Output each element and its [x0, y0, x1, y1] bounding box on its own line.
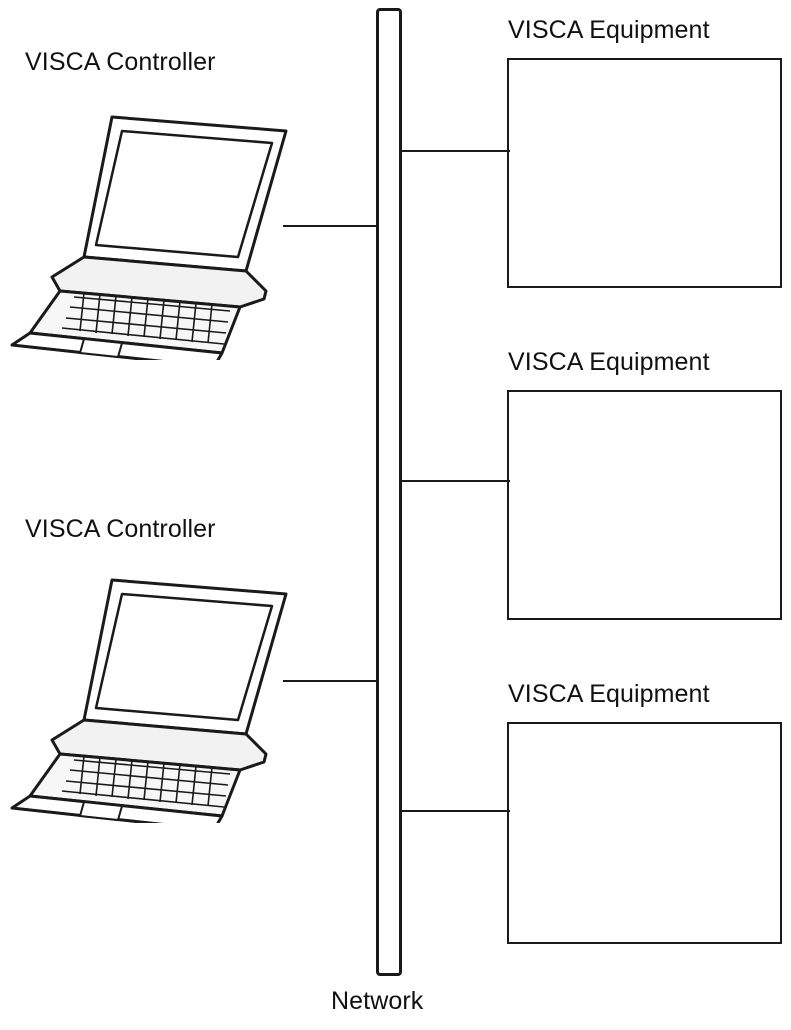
equipment-1-label: VISCA Equipment	[508, 16, 710, 44]
equipment-3-label: VISCA Equipment	[508, 680, 710, 708]
equipment-3-box	[507, 722, 782, 944]
equipment-2-box	[507, 390, 782, 620]
connection-line-controller-2	[283, 680, 378, 682]
equipment-2-label: VISCA Equipment	[508, 348, 710, 376]
controller-2-label: VISCA Controller	[25, 515, 216, 543]
connection-line-equipment-3	[400, 810, 510, 812]
connection-line-equipment-2	[400, 480, 510, 482]
controller-2-laptop	[0, 548, 290, 823]
controller-1-label: VISCA Controller	[25, 48, 216, 76]
connection-line-equipment-1	[400, 150, 510, 152]
connection-line-controller-1	[283, 225, 378, 227]
network-bus	[376, 8, 402, 976]
controller-1-laptop	[0, 85, 290, 360]
equipment-1-box	[507, 58, 782, 288]
network-bus-label: Network	[331, 987, 424, 1015]
